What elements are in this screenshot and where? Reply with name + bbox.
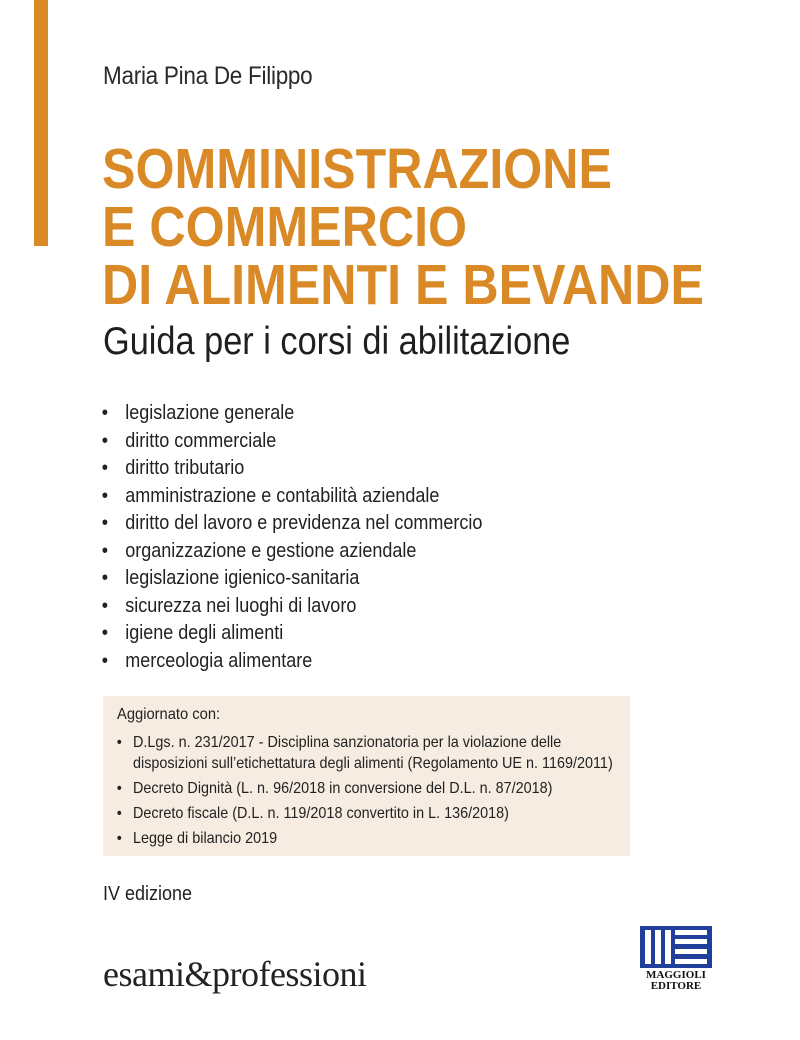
topic-item: • igiene degli alimenti [100,620,482,648]
topic-item: • legislazione generale [100,400,482,428]
title-line-2: E COMMERCIO [102,195,468,259]
topic-item: • sicurezza nei luoghi di lavoro [100,593,482,621]
update-list [115,732,668,853]
update-item [115,778,613,799]
update-item [115,803,613,824]
topic-item: • organizzazione e gestione aziendale [100,538,482,566]
book-title [102,137,704,317]
accent-bar [34,0,48,246]
update-item [115,732,613,774]
topic-item: • merceologia alimentare [100,648,482,676]
topic-item: • diritto del lavoro e previdenza nel commercio [100,510,482,538]
publisher-name: MAGGIOLI [646,969,706,981]
series-name: esami&professioni [103,954,367,994]
update-item-line: Decreto Dignità (L. n. 96/2018 in conversione del D.L. n. 87/2018) [133,780,553,797]
update-item-line: • D.Lgs. n. 231/2017 - Disciplina sanzionatoria per la violazione delle [133,734,562,751]
update-item-line: Decreto fiscale (D.L. n. 119/2018 convertito in L. 136/2018) [133,805,509,822]
edition-label: IV edizione [103,883,193,905]
author-name: Maria Pina De Filippo [103,62,313,90]
maggioli-m-logo-icon [640,926,712,968]
update-heading: Aggiornato con: [117,706,221,723]
title-line-1: SOMMINISTRAZIONE [102,137,612,201]
topic-item: • legislazione igienico-sanitaria [100,565,482,593]
title-line-3: DI ALIMENTI E BEVANDE [102,253,704,317]
topic-item: • amministrazione e contabilità aziendale [100,483,482,511]
topic-item: • diritto commerciale [100,428,482,456]
publisher-suffix: EDITORE [650,980,702,992]
topic-item: • diritto tributario [100,455,482,483]
update-box [103,696,630,856]
topics-list [100,400,525,675]
publisher-logo [640,926,712,992]
update-item-line: Legge di bilancio 2019 [133,830,278,847]
update-item-line: disposizioni sull’etichettatura degli alimenti (Regolamento UE n. 1169/2011) [133,755,613,772]
update-item [115,828,613,849]
book-subtitle: Guida per i corsi di abilitazione [103,320,571,363]
